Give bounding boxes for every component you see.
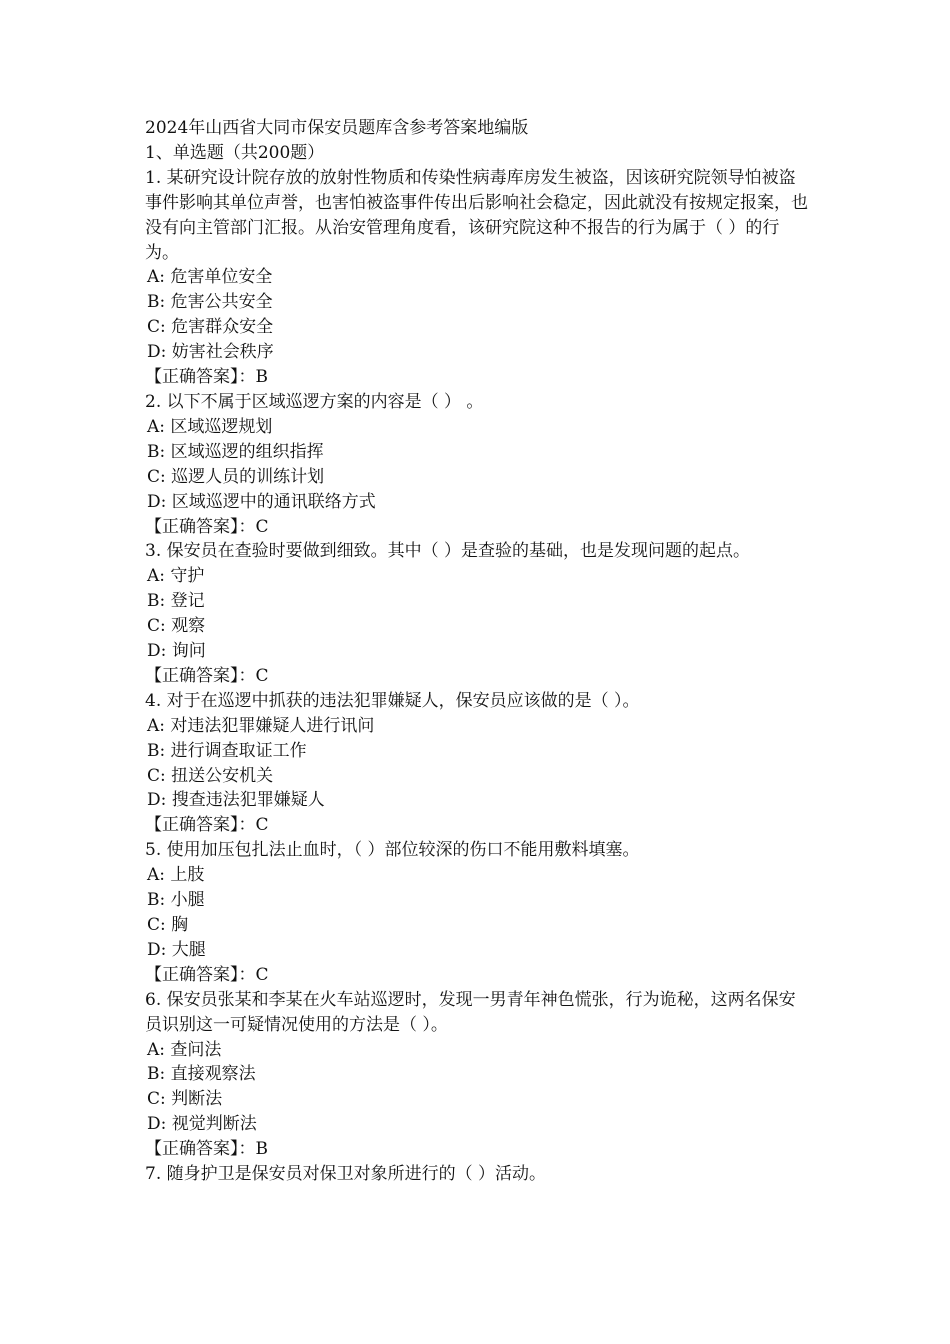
question-text: 2. 以下不属于区域巡逻方案的内容是（ ） 。 <box>145 391 484 412</box>
option-b: B: 小腿 <box>147 890 205 911</box>
question-text: 5. 使用加压包扎法止血时，（ ）部位较深的伤口不能用敷料填塞。 <box>145 840 640 861</box>
option-b: B: 登记 <box>147 591 205 612</box>
option-a: A: 查问法 <box>147 1039 222 1060</box>
answer-label: 【正确答案】： <box>145 815 256 836</box>
answer-value: B <box>255 367 268 388</box>
question-block <box>145 166 810 390</box>
answer-line <box>145 365 810 390</box>
question-block <box>145 988 810 1162</box>
question-text: 4. 对于在巡逻中抓获的违法犯罪嫌疑人，保安员应该做的是（ ）。 <box>145 690 640 711</box>
option-c: C: 判断法 <box>147 1089 223 1110</box>
document-page <box>145 116 810 1187</box>
option-c: C: 扭送公安机关 <box>147 765 274 786</box>
option-c: C: 观察 <box>147 616 206 637</box>
answer-value: C <box>255 815 269 836</box>
option-c: C: 危害群众安全 <box>147 317 274 338</box>
option-a: A: 守护 <box>147 566 205 587</box>
question-block <box>145 390 810 539</box>
section-heading: 1、单选题（共200题） <box>145 142 325 163</box>
option-a: A: 区域巡逻规划 <box>147 416 273 437</box>
option-a: A: 对违法犯罪嫌疑人进行讯问 <box>147 715 375 736</box>
option-d: D: 搜查违法犯罪嫌疑人 <box>147 790 325 811</box>
answer-line <box>145 963 810 988</box>
option-b: B: 进行调查取证工作 <box>147 740 307 761</box>
answer-label: 【正确答案】： <box>145 1139 256 1160</box>
answer-value: B <box>255 1139 268 1160</box>
answer-value: C <box>255 516 269 537</box>
answer-value: C <box>255 665 269 686</box>
answer-line <box>145 1137 810 1162</box>
answer-line <box>145 664 810 689</box>
answer-label: 【正确答案】： <box>145 964 256 985</box>
answer-label: 【正确答案】： <box>145 516 256 537</box>
answer-line <box>145 813 810 838</box>
option-d: D: 区域巡逻中的通讯联络方式 <box>147 491 376 512</box>
question-text: 6. 保安员张某和李某在火车站巡逻时，发现一男青年神色慌张，行为诡秘，这两名保安员识别这一可疑情况使用的方法是（ ）。 <box>145 989 796 1035</box>
question-block <box>145 689 810 838</box>
answer-label: 【正确答案】： <box>145 367 256 388</box>
option-c: C: 巡逻人员的训练计划 <box>147 466 325 487</box>
option-b: B: 危害公共安全 <box>147 292 273 313</box>
question-text: 7. 随身护卫是保安员对保卫对象所进行的（ ）活动。 <box>145 1164 547 1185</box>
option-a: A: 危害单位安全 <box>147 267 273 288</box>
answer-value: C <box>255 964 269 985</box>
option-c: C: 胸 <box>147 915 189 935</box>
option-d: D: 视觉判断法 <box>147 1114 257 1135</box>
document-title: 2024年山西省大同市保安员题库含参考答案地编版 <box>145 118 529 138</box>
question-text: 1. 某研究设计院存放的放射性物质和传染性病毒库房发生被盗，因该研究院领导怕被盗事件影响其单位声誉，也害怕被盗事件传出后影响社会稳定，因此就没有按规定报案，也没有向主管部门汇报。从治安管理角度看，该研究院这种不报告的行为属于（ ）的行为。 <box>145 167 808 263</box>
option-d: D: 询问 <box>147 641 206 662</box>
question-text: 3. 保安员在查验时要做到细致。其中（ ）是查验的基础，也是发现问题的起点。 <box>145 541 751 562</box>
question-block <box>145 838 810 987</box>
question-block <box>145 1162 810 1187</box>
answer-line <box>145 515 810 540</box>
option-d: D: 大腿 <box>147 939 206 960</box>
option-b: B: 区域巡逻的组织指挥 <box>147 441 324 462</box>
option-a: A: 上肢 <box>147 865 205 886</box>
answer-label: 【正确答案】： <box>145 665 256 686</box>
option-b: B: 直接观察法 <box>147 1064 256 1085</box>
option-d: D: 妨害社会秩序 <box>147 342 274 363</box>
question-block <box>145 539 810 688</box>
